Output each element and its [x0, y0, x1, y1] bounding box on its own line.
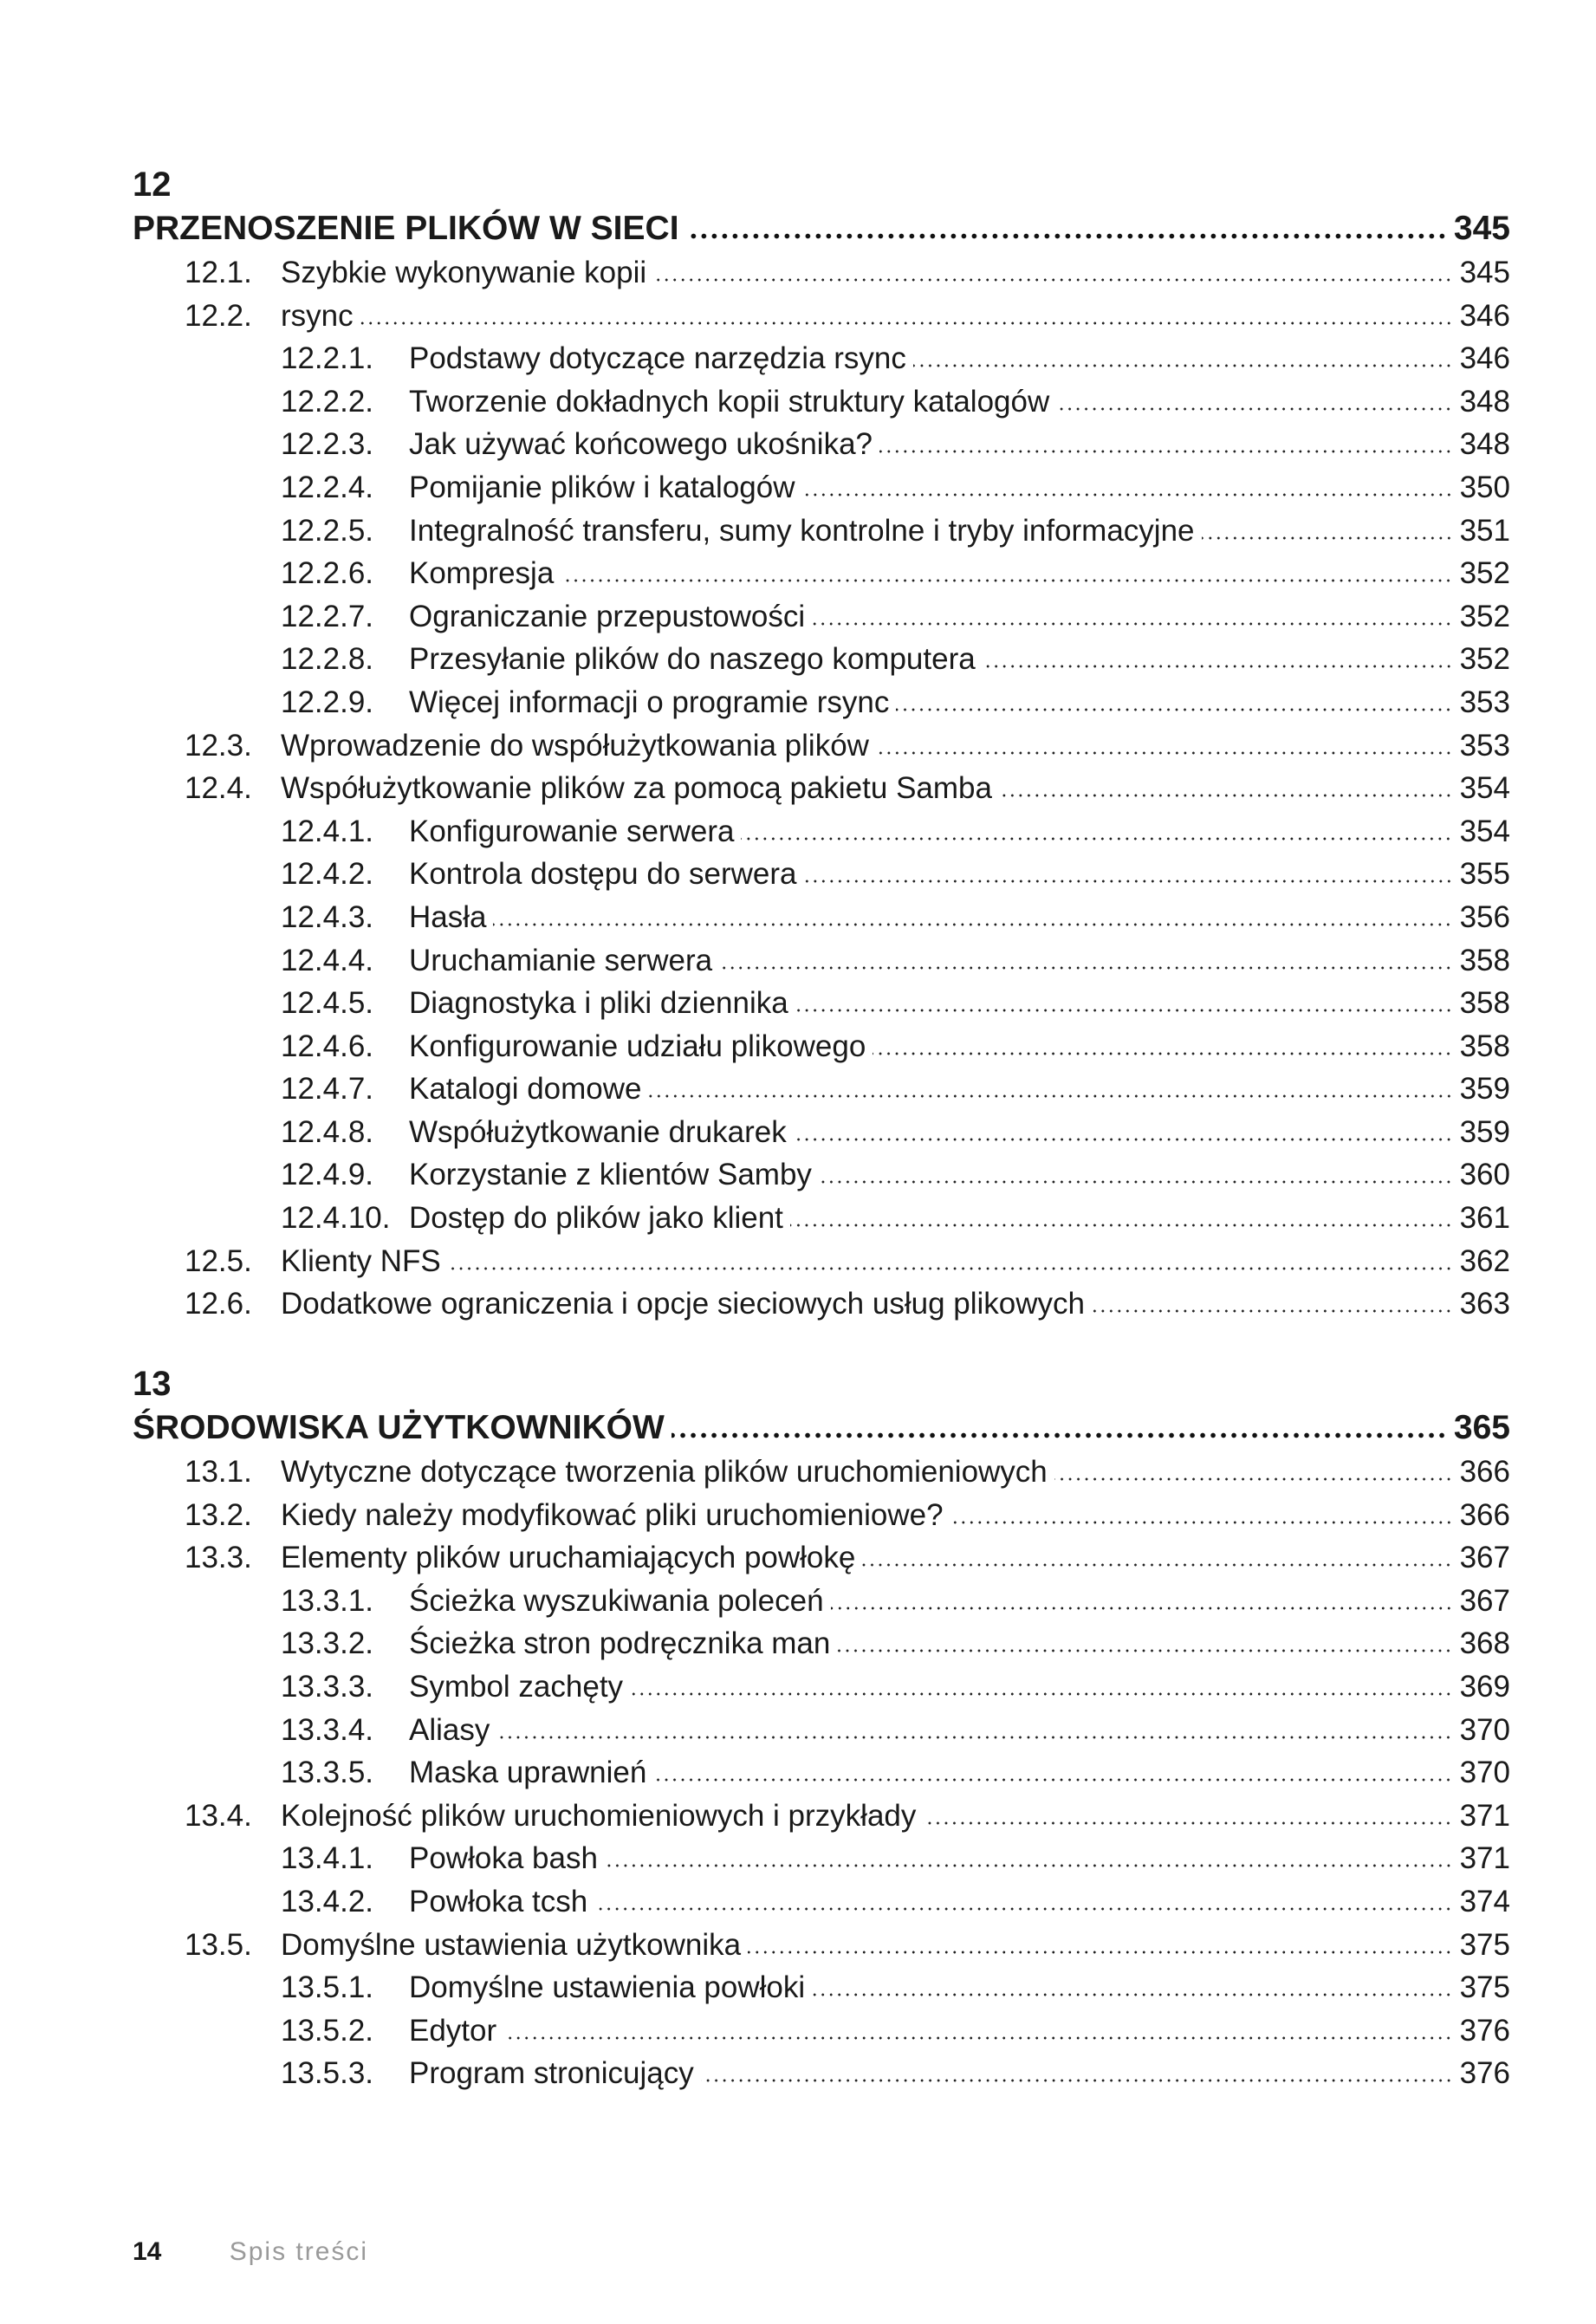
- footer-page-number: 14: [133, 2237, 162, 2266]
- page-number: 369: [1459, 1669, 1510, 1704]
- section-title: Kontrola dostępu do serwera: [409, 857, 797, 892]
- section-number: 13.5.1.: [281, 1970, 374, 2005]
- section-title: Kolejność plików uruchomieniowych i przykłady: [281, 1798, 917, 1833]
- section-title: Wprowadzenie do współużytkowania plików: [281, 728, 869, 763]
- page-number: 358: [1459, 986, 1510, 1021]
- toc-entry: [133, 1153, 1510, 1197]
- section-title: Współużytkowanie drukarek: [409, 1114, 787, 1149]
- page-number: 352: [1459, 599, 1510, 633]
- toc-entry: [133, 552, 1510, 595]
- toc-entry: [133, 939, 1510, 983]
- chapter-title: ŚRODOWISKA UŻYTKOWNIKÓW: [133, 1409, 665, 1446]
- page-number: 376: [1459, 2056, 1510, 2091]
- dot-leader: [862, 1562, 1452, 1568]
- toc-entry: [133, 1111, 1510, 1154]
- section-title: Powłoka tcsh: [409, 1884, 588, 1918]
- toc-entry: [133, 1837, 1510, 1880]
- page-number: 356: [1459, 899, 1510, 934]
- section-number: 12.2.1.: [281, 341, 374, 376]
- section-number: 12.4.7.: [281, 1072, 374, 1107]
- toc-entry: [133, 251, 1510, 295]
- dot-leader: [748, 1950, 1453, 1955]
- section-number: 12.2.9.: [281, 685, 374, 719]
- toc-entry: [133, 1751, 1510, 1795]
- toc-entry: [133, 896, 1510, 939]
- section-number: 12.4.10.: [281, 1201, 391, 1236]
- section-number: 13.5.: [185, 1927, 252, 1962]
- section-title: Ograniczanie przepustowości: [409, 599, 806, 633]
- dot-leader: [649, 1094, 1453, 1099]
- toc-entry: [133, 380, 1510, 424]
- page-number: 353: [1459, 728, 1510, 763]
- dot-leader: [496, 1735, 1452, 1740]
- toc-entry: [133, 595, 1510, 639]
- page-footer: [133, 2237, 368, 2267]
- dot-leader: [876, 750, 1453, 756]
- page-number: 362: [1459, 1243, 1510, 1278]
- dot-leader: [686, 233, 1447, 239]
- entry-list: [133, 251, 1510, 1326]
- section-number: 12.2.2.: [281, 384, 374, 419]
- dot-leader: [950, 1520, 1453, 1525]
- section-number: 13.2.: [185, 1497, 252, 1532]
- toc-entry: [133, 1240, 1510, 1283]
- section-title: Kiedy należy modyfikować pliki uruchomieniowe?: [281, 1497, 944, 1532]
- toc-entry: [133, 724, 1510, 768]
- section-number: 12.4.5.: [281, 986, 374, 1021]
- section-title: Kompresja: [409, 556, 555, 591]
- section-title: Domyślne ustawienia użytkownika: [281, 1927, 742, 1962]
- dot-leader: [503, 2035, 1452, 2041]
- page-number: 376: [1459, 2013, 1510, 2048]
- page-number: 375: [1459, 1927, 1510, 1962]
- section-number: 12.2.7.: [281, 599, 374, 633]
- section-number: 13.1.: [185, 1455, 252, 1489]
- chapter-number: 12: [133, 166, 172, 204]
- section-title: Wytyczne dotyczące tworzenia plików uruchomieniowych: [281, 1455, 1048, 1489]
- dot-leader: [913, 363, 1453, 368]
- toc-entry: [133, 1709, 1510, 1752]
- toc-entry: [133, 1197, 1510, 1240]
- toc-entry: [133, 2009, 1510, 2053]
- toc-entry: [133, 1795, 1510, 1838]
- chapter-page: 345: [1453, 210, 1510, 247]
- dot-leader: [741, 836, 1452, 841]
- dot-leader: [802, 492, 1453, 497]
- section-title: Konfigurowanie udziału plikowego: [409, 1029, 866, 1063]
- chapter-number: 13: [133, 1365, 172, 1403]
- dot-leader: [1202, 536, 1453, 541]
- dot-leader: [1054, 1477, 1453, 1482]
- section-title: Klienty NFS: [281, 1243, 441, 1278]
- page-number: 363: [1459, 1287, 1510, 1321]
- toc-entry: [133, 2052, 1510, 2095]
- chapter-title: PRZENOSZENIE PLIKÓW W SIECI: [133, 210, 679, 247]
- toc-entry: [133, 1665, 1510, 1709]
- page-number: 354: [1459, 771, 1510, 806]
- section-number: 13.3.3.: [281, 1669, 374, 1704]
- section-number: 12.2.: [185, 298, 252, 333]
- section-number: 13.5.3.: [281, 2056, 374, 2091]
- section-number: 12.4.1.: [281, 814, 374, 848]
- chapter-13: [133, 1362, 1510, 2095]
- dot-leader: [1056, 406, 1452, 412]
- toc-entry: [133, 510, 1510, 553]
- page-number: 368: [1459, 1626, 1510, 1661]
- dot-leader: [794, 1137, 1453, 1142]
- section-title: Uruchamianie serwera: [409, 943, 713, 977]
- page-number: 348: [1459, 384, 1510, 419]
- toc-entry: [133, 1536, 1510, 1580]
- page-number: 348: [1459, 427, 1510, 462]
- section-number: 13.3.5.: [281, 1756, 374, 1790]
- page-number: 361: [1459, 1201, 1510, 1236]
- section-number: 12.2.3.: [281, 427, 374, 462]
- section-title: Edytor: [409, 2013, 497, 2048]
- dot-leader: [999, 793, 1453, 798]
- section-number: 13.3.2.: [281, 1626, 374, 1661]
- section-title: Więcej informacji o programie rsync: [409, 685, 890, 719]
- page-number: 375: [1459, 1970, 1510, 2005]
- dot-leader: [923, 1821, 1452, 1826]
- toc-entry: [133, 1494, 1510, 1537]
- page-number: 354: [1459, 814, 1510, 848]
- toc-entry: [133, 1966, 1510, 2009]
- page-number: 359: [1459, 1114, 1510, 1149]
- section-title: Integralność transferu, sumy kontrolne i tryby informacyjne: [409, 513, 1195, 548]
- section-title: Elementy plików uruchamiających powłokę: [281, 1541, 856, 1575]
- toc-entry: [133, 1924, 1510, 1967]
- section-title: Hasła: [409, 899, 487, 934]
- section-number: 12.2.8.: [281, 642, 374, 677]
- section-number: 13.4.2.: [281, 1884, 374, 1918]
- dot-leader: [812, 1992, 1452, 1997]
- page-number: 350: [1459, 470, 1510, 504]
- page-number: 352: [1459, 642, 1510, 677]
- section-title: Maska uprawnień: [409, 1756, 647, 1790]
- section-number: 12.4.: [185, 771, 252, 806]
- section-number: 12.2.4.: [281, 470, 374, 504]
- section-number: 13.4.: [185, 1798, 252, 1833]
- dot-leader: [630, 1691, 1453, 1697]
- dot-leader: [493, 922, 1452, 927]
- page-number: 374: [1459, 1884, 1510, 1918]
- page-number: 370: [1459, 1712, 1510, 1747]
- toc-entry: [133, 767, 1510, 810]
- chapter-title-row: [133, 1405, 1510, 1451]
- section-title: Podstawy dotyczące narzędzia rsync: [409, 341, 906, 376]
- toc-entry: [133, 853, 1510, 896]
- dot-leader: [1092, 1308, 1453, 1314]
- page-number: 345: [1459, 256, 1510, 289]
- toc-entry: [133, 1622, 1510, 1665]
- dot-leader: [873, 1051, 1452, 1056]
- section-number: 12.5.: [185, 1243, 252, 1278]
- chapter-page: 365: [1453, 1409, 1510, 1446]
- entry-list: [133, 1451, 1510, 2095]
- page-number: 346: [1459, 341, 1510, 376]
- dot-leader: [837, 1648, 1452, 1653]
- toc-entry: [133, 982, 1510, 1025]
- section-number: 13.3.1.: [281, 1583, 374, 1618]
- page-number: 359: [1459, 1072, 1510, 1107]
- dot-leader: [879, 449, 1453, 454]
- section-number: 13.3.4.: [281, 1712, 374, 1747]
- page-number: 371: [1459, 1798, 1510, 1833]
- section-title: Aliasy: [409, 1712, 490, 1747]
- section-title: Ścieżka stron podręcznika man: [409, 1626, 831, 1661]
- toc-entry: [133, 337, 1510, 380]
- dot-leader: [795, 1008, 1453, 1013]
- section-number: 12.6.: [185, 1287, 252, 1321]
- page-number: 366: [1459, 1497, 1510, 1532]
- toc-entry: [133, 810, 1510, 854]
- dot-leader: [896, 707, 1452, 712]
- section-number: 12.4.9.: [281, 1158, 374, 1192]
- page-number: 367: [1459, 1541, 1510, 1575]
- section-title: Program stronicujący: [409, 2056, 694, 2091]
- page-number: 366: [1459, 1455, 1510, 1489]
- section-title: Współużytkowanie plików za pomocą pakietu Samba: [281, 771, 992, 806]
- section-number: 12.4.2.: [281, 857, 374, 892]
- section-title: Dostęp do plików jako klient: [409, 1201, 783, 1236]
- toc-entry: [133, 295, 1510, 338]
- dot-leader: [360, 321, 1453, 326]
- toc-entry: [133, 1068, 1510, 1111]
- section-number: 12.2.5.: [281, 513, 374, 548]
- toc-entry: [133, 423, 1510, 466]
- section-number: 13.3.: [185, 1541, 252, 1575]
- section-number: 13.4.1.: [281, 1841, 374, 1876]
- dot-leader: [812, 621, 1452, 626]
- section-title: Korzystanie z klientów Samby: [409, 1158, 812, 1192]
- section-title: Katalogi domowe: [409, 1072, 642, 1107]
- page-number: 371: [1459, 1841, 1510, 1876]
- section-number: 12.4.4.: [281, 943, 374, 977]
- section-title: Symbol zachęty: [409, 1669, 624, 1704]
- section-title: Ścieżka wyszukiwania poleceń: [409, 1583, 824, 1618]
- page-number: 367: [1459, 1583, 1510, 1618]
- section-number: 13.5.2.: [281, 2013, 374, 2048]
- dot-leader: [701, 2078, 1453, 2083]
- page-number: 352: [1459, 556, 1510, 591]
- section-title: Jak używać końcowego ukośnika?: [409, 427, 873, 462]
- section-number: 12.4.8.: [281, 1114, 374, 1149]
- toc-entry: [133, 1282, 1510, 1326]
- section-number: 12.4.6.: [281, 1029, 374, 1063]
- chapter-title-row: [133, 206, 1510, 251]
- dot-leader: [594, 1906, 1452, 1912]
- page-number: 355: [1459, 857, 1510, 892]
- section-number: 12.2.6.: [281, 556, 374, 591]
- dot-leader: [605, 1863, 1453, 1868]
- footer-label: Spis treści: [229, 2237, 369, 2266]
- dot-leader: [448, 1266, 1453, 1271]
- dot-leader: [804, 879, 1453, 884]
- dot-leader: [671, 1432, 1447, 1438]
- dot-leader: [561, 578, 1452, 583]
- dot-leader: [831, 1606, 1453, 1611]
- section-title: Konfigurowanie serwera: [409, 814, 735, 848]
- dot-leader: [819, 1179, 1453, 1185]
- dot-leader: [653, 277, 1452, 282]
- page-number: 346: [1459, 298, 1510, 333]
- toc-entry: [133, 1580, 1510, 1623]
- chapter-12: [133, 163, 1510, 1326]
- section-title: Przesyłanie plików do naszego komputera: [409, 642, 976, 677]
- toc-entry: [133, 466, 1510, 510]
- page-number: 370: [1459, 1756, 1510, 1790]
- section-title: rsync: [281, 298, 354, 333]
- toc-entry: [133, 1025, 1510, 1068]
- toc-entry: [133, 638, 1510, 681]
- page-number: 353: [1459, 685, 1510, 719]
- dot-leader: [719, 965, 1452, 970]
- page-number: 360: [1459, 1158, 1510, 1192]
- section-title: Powłoka bash: [409, 1841, 598, 1876]
- toc-entry: [133, 1451, 1510, 1494]
- dot-leader: [983, 664, 1453, 669]
- section-title: Tworzenie dokładnych kopii struktury katalogów: [409, 384, 1050, 419]
- section-title: Szybkie wykonywanie kopii: [281, 256, 647, 289]
- page-number: 358: [1459, 943, 1510, 977]
- page-number: 358: [1459, 1029, 1510, 1063]
- section-number: 12.4.3.: [281, 899, 374, 934]
- section-number: 12.1.: [185, 256, 252, 289]
- section-title: Dodatkowe ograniczenia i opcje sieciowych usług plikowych: [281, 1287, 1085, 1321]
- toc-entry: [133, 1880, 1510, 1924]
- section-title: Domyślne ustawienia powłoki: [409, 1970, 806, 2005]
- page-number: 351: [1459, 513, 1510, 548]
- section-title: Pomijanie plików i katalogów: [409, 470, 795, 504]
- dot-leader: [653, 1777, 1452, 1782]
- toc-entry: [133, 681, 1510, 724]
- section-number: 12.3.: [185, 728, 252, 763]
- section-title: Diagnostyka i pliki dziennika: [409, 986, 788, 1021]
- dot-leader: [790, 1223, 1453, 1228]
